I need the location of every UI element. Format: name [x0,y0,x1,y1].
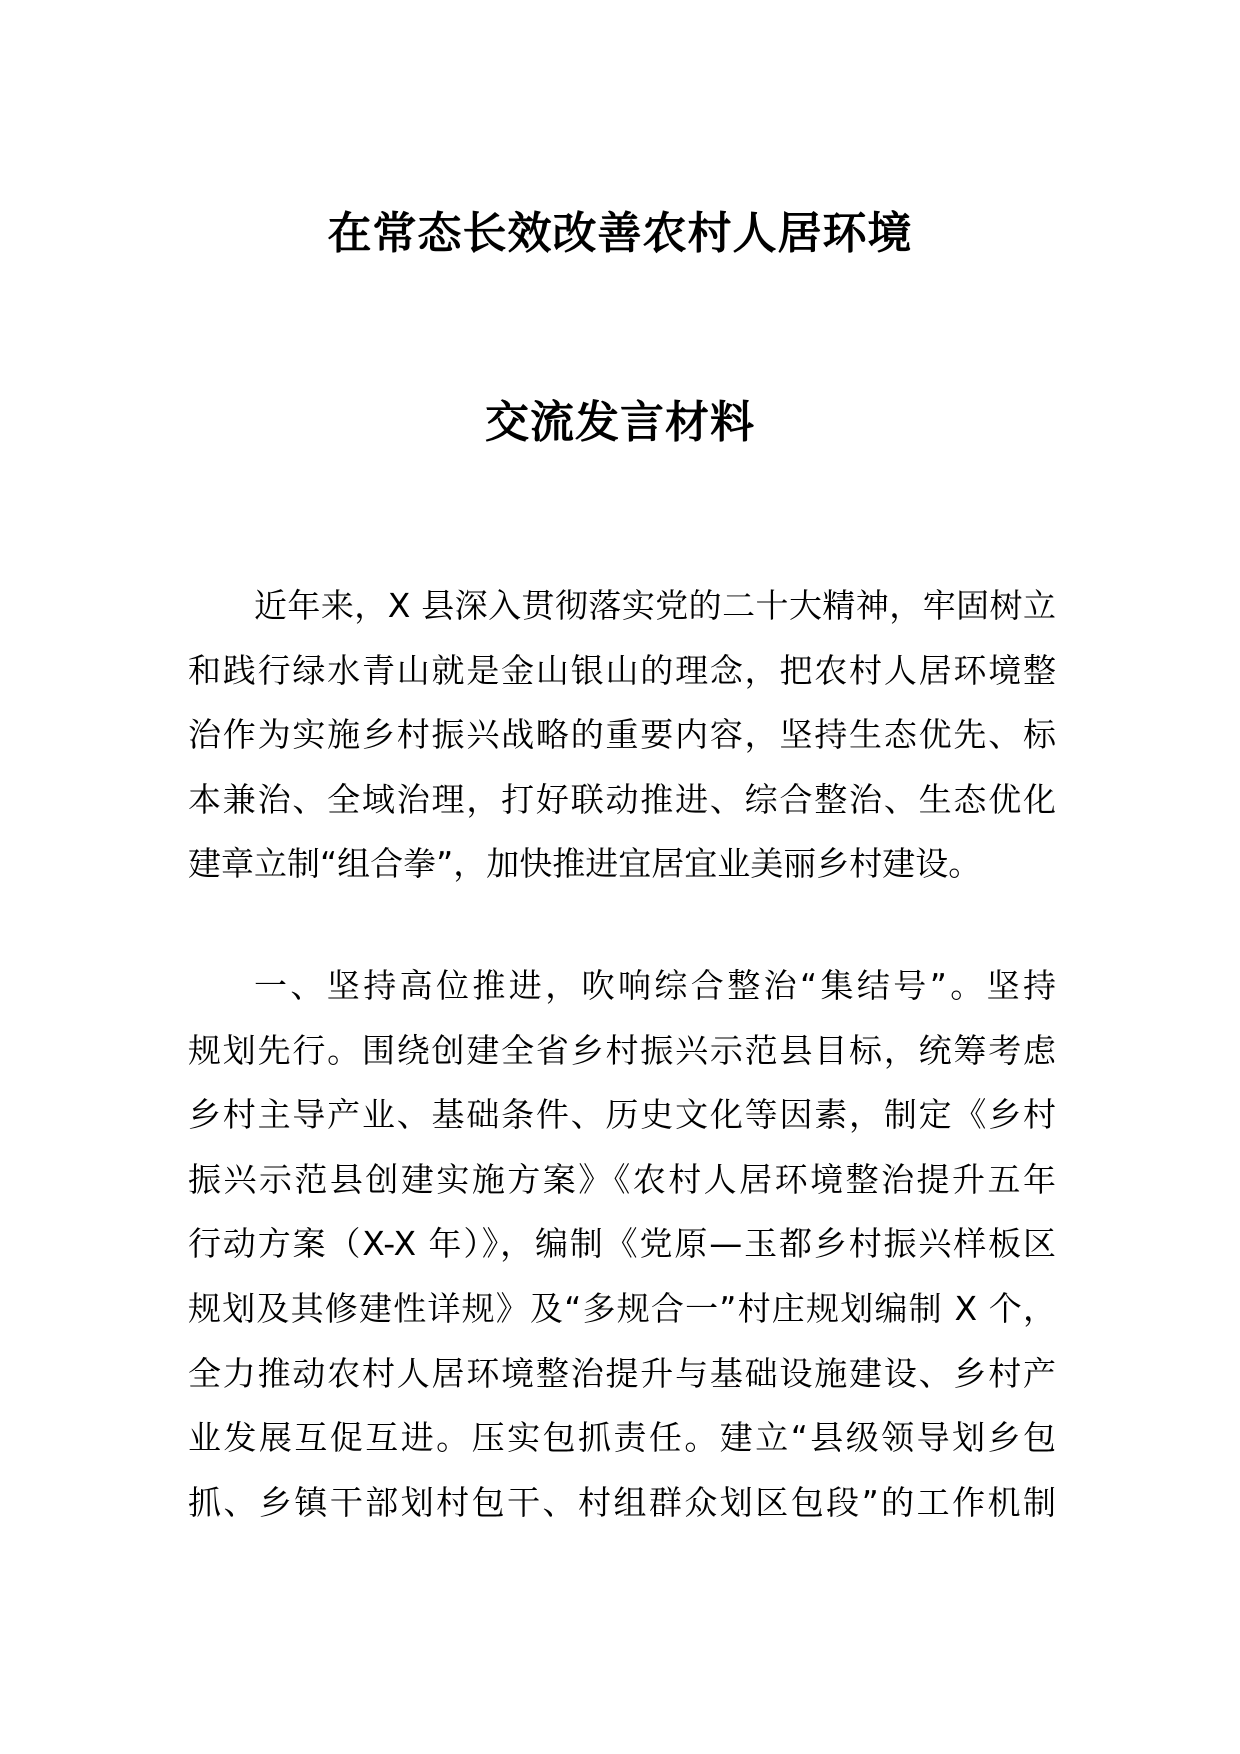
paragraph-line: 一、坚持高位推进，吹响综合整治“集结号”。坚持 [254,966,1056,1005]
paragraph-line: 建章立制“组合拳”，加快推进宜居宜业美丽乡村建设。 [188,844,982,884]
paragraph-line: 行动方案（X-X 年）》，编制《党原—玉都乡村振兴样板区 [188,1224,1056,1264]
paragraph-line: 本兼治、全域治理，打好联动推进、综合整治、生态优化 [188,779,1056,819]
document-title-line-1: 在常态长效改善农村人居环境 [327,208,913,259]
paragraph-line: 近年来，X 县深入贯彻落实党的二十大精神，牢固树立 [254,586,1056,625]
paragraph-line: 规划及其修建性详规》及“多规合一”村庄规划编制 X 个， [188,1288,1056,1328]
paragraph-line: 乡村主导产业、基础条件、历史文化等因素，制定《乡村 [188,1095,1056,1135]
document-title-line-2: 交流发言材料 [485,397,755,448]
section-one-paragraph [188,954,1056,1535]
paragraph-line: 规划先行。围绕创建全省乡村振兴示范县目标，统筹考虑 [188,1030,1056,1070]
paragraph-line: 振兴示范县创建实施方案》《农村人居环境整治提升五年 [188,1159,1056,1199]
paragraph-line: 抓、乡镇干部划村包干、村组群众划区包段”的工作机制 [188,1482,1056,1522]
intro-paragraph [188,574,1056,897]
paragraph-line: 和践行绿水青山就是金山银山的理念，把农村人居环境整 [188,650,1056,690]
paragraph-line: 治作为实施乡村振兴战略的重要内容，坚持生态优先、标 [188,715,1056,755]
paragraph-line: 全力推动农村人居环境整治提升与基础设施建设、乡村产 [188,1353,1056,1393]
paragraph-line: 业发展互促互进。压实包抓责任。建立“县级领导划乡包 [188,1418,1056,1458]
